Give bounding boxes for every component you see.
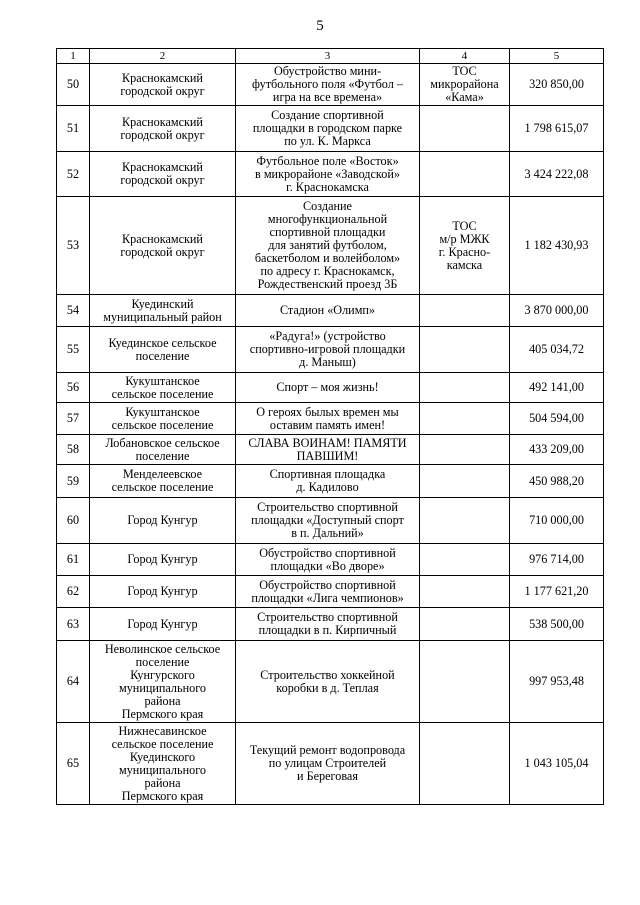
amount-cell: 710 000,00 <box>510 498 604 544</box>
project-name-cell: Создание спортивной площадки в городском парке по ул. К. Маркса <box>236 106 420 152</box>
table-row <box>57 403 604 435</box>
row-number: 60 <box>57 498 90 544</box>
table-row <box>57 576 604 608</box>
column-header: 4 <box>420 49 510 64</box>
row-number: 62 <box>57 576 90 608</box>
column-header: 1 <box>57 49 90 64</box>
row-number: 64 <box>57 641 90 723</box>
municipality-cell: Краснокамский городской округ <box>90 106 236 152</box>
table-row <box>57 723 604 805</box>
table-header-row <box>57 49 604 64</box>
project-name-cell: Строительство спортивной площадки «Доступный спорт в п. Дальний» <box>236 498 420 544</box>
table-row <box>57 295 604 327</box>
row-number: 65 <box>57 723 90 805</box>
row-number: 51 <box>57 106 90 152</box>
project-name-cell: Создание многофункциональной спортивной площадки для занятий футболом, баскетболом и волейболом» по адресу г. Краснокамск, Рождественский проезд 3Б <box>236 197 420 295</box>
row-number: 63 <box>57 608 90 641</box>
municipality-cell: Краснокамский городской округ <box>90 152 236 197</box>
project-name-cell: Футбольное поле «Восток» в микрорайоне «Заводской» г. Краснокамска <box>236 152 420 197</box>
project-name-cell: Спорт – моя жизнь! <box>236 373 420 403</box>
municipality-cell: Кукуштанское сельское поселение <box>90 373 236 403</box>
table-row <box>57 373 604 403</box>
table-row <box>57 465 604 498</box>
amount-cell: 538 500,00 <box>510 608 604 641</box>
row-number: 52 <box>57 152 90 197</box>
table-row <box>57 608 604 641</box>
projects-table <box>56 48 604 805</box>
table-row <box>57 641 604 723</box>
project-name-cell: Строительство спортивной площадки в п. Кирпичный <box>236 608 420 641</box>
initiator-cell <box>420 576 510 608</box>
project-name-cell: Обустройство спортивной площадки «Во дворе» <box>236 544 420 576</box>
row-number: 58 <box>57 435 90 465</box>
initiator-cell <box>420 641 510 723</box>
project-name-cell: О героях былых времен мы оставим память имен! <box>236 403 420 435</box>
amount-cell: 492 141,00 <box>510 373 604 403</box>
initiator-cell <box>420 608 510 641</box>
page-number: 5 <box>316 18 324 34</box>
column-header: 3 <box>236 49 420 64</box>
amount-cell: 3 424 222,08 <box>510 152 604 197</box>
municipality-cell: Неволинское сельское поселение Кунгурского муниципального района Пермского края <box>90 641 236 723</box>
row-number: 61 <box>57 544 90 576</box>
amount-cell: 1 182 430,93 <box>510 197 604 295</box>
column-header: 2 <box>90 49 236 64</box>
municipality-cell: Кукуштанское сельское поселение <box>90 403 236 435</box>
municipality-cell: Куединский муниципальный район <box>90 295 236 327</box>
initiator-cell <box>420 373 510 403</box>
row-number: 50 <box>57 64 90 106</box>
amount-cell: 504 594,00 <box>510 403 604 435</box>
amount-cell: 3 870 000,00 <box>510 295 604 327</box>
row-number: 53 <box>57 197 90 295</box>
municipality-cell: Нижнесавинское сельское поселение Куединского муниципального района Пермского края <box>90 723 236 805</box>
municipality-cell: Город Кунгур <box>90 576 236 608</box>
amount-cell: 405 034,72 <box>510 327 604 373</box>
table-row <box>57 64 604 106</box>
initiator-cell <box>420 465 510 498</box>
amount-cell: 976 714,00 <box>510 544 604 576</box>
amount-cell: 1 177 621,20 <box>510 576 604 608</box>
initiator-cell <box>420 435 510 465</box>
column-header: 5 <box>510 49 604 64</box>
project-name-cell: Обустройство спортивной площадки «Лига чемпионов» <box>236 576 420 608</box>
municipality-cell: Лобановское сельское поселение <box>90 435 236 465</box>
initiator-cell: ТОС микрорайона «Кама» <box>420 64 510 106</box>
amount-cell: 997 953,48 <box>510 641 604 723</box>
initiator-cell <box>420 152 510 197</box>
table-row <box>57 197 604 295</box>
initiator-cell <box>420 723 510 805</box>
municipality-cell: Город Кунгур <box>90 498 236 544</box>
amount-cell: 1 043 105,04 <box>510 723 604 805</box>
project-name-cell: Текущий ремонт водопровода по улицам Строителей и Береговая <box>236 723 420 805</box>
row-number: 55 <box>57 327 90 373</box>
initiator-cell <box>420 498 510 544</box>
municipality-cell: Краснокамский городской округ <box>90 64 236 106</box>
row-number: 54 <box>57 295 90 327</box>
project-name-cell: Обустройство мини- футбольного поля «Футбол – игра на все времена» <box>236 64 420 106</box>
initiator-cell <box>420 327 510 373</box>
municipality-cell: Краснокамский городской округ <box>90 197 236 295</box>
municipality-cell: Менделеевское сельское поселение <box>90 465 236 498</box>
table-row <box>57 435 604 465</box>
amount-cell: 320 850,00 <box>510 64 604 106</box>
initiator-cell <box>420 295 510 327</box>
initiator-cell: ТОС м/р МЖК г. Красно- камска <box>420 197 510 295</box>
row-number: 57 <box>57 403 90 435</box>
project-name-cell: Строительство хоккейной коробки в д. Теплая <box>236 641 420 723</box>
municipality-cell: Город Кунгур <box>90 608 236 641</box>
amount-cell: 1 798 615,07 <box>510 106 604 152</box>
table-row <box>57 327 604 373</box>
project-name-cell: СЛАВА ВОИНАМ! ПАМЯТИ ПАВШИМ! <box>236 435 420 465</box>
amount-cell: 433 209,00 <box>510 435 604 465</box>
table-row <box>57 106 604 152</box>
municipality-cell: Город Кунгур <box>90 544 236 576</box>
initiator-cell <box>420 403 510 435</box>
table-row <box>57 152 604 197</box>
amount-cell: 450 988,20 <box>510 465 604 498</box>
initiator-cell <box>420 544 510 576</box>
row-number: 59 <box>57 465 90 498</box>
table-row <box>57 498 604 544</box>
project-name-cell: Стадион «Олимп» <box>236 295 420 327</box>
initiator-cell <box>420 106 510 152</box>
municipality-cell: Куединское сельское поселение <box>90 327 236 373</box>
project-name-cell: «Радуга!» (устройство спортивно-игровой площадки д. Маныш) <box>236 327 420 373</box>
row-number: 56 <box>57 373 90 403</box>
table-row <box>57 544 604 576</box>
project-name-cell: Спортивная площадка д. Кадилово <box>236 465 420 498</box>
